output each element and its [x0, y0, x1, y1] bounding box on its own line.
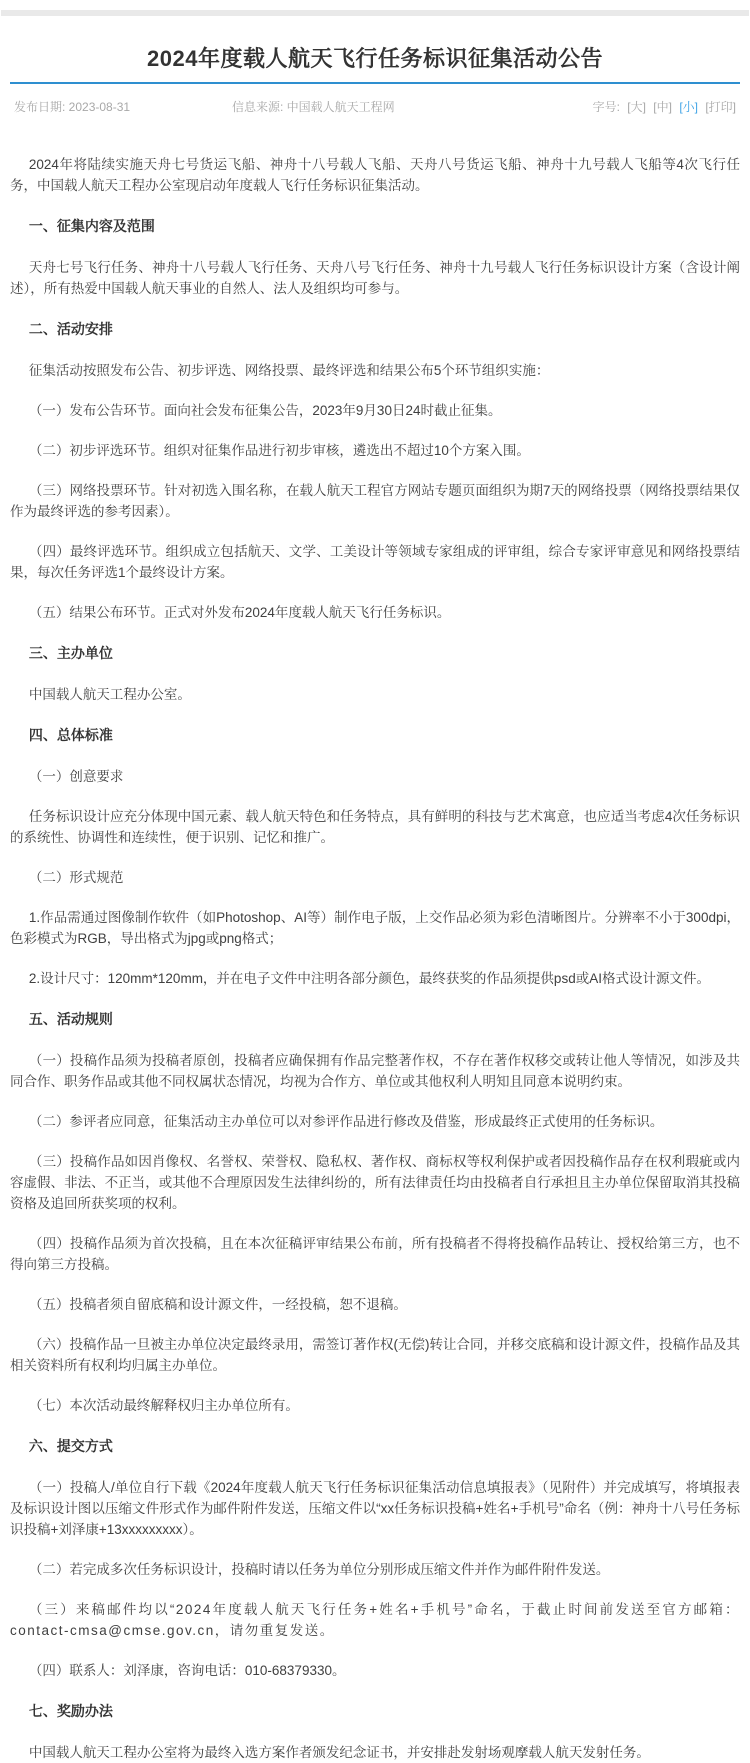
paragraph: （一）投稿人/单位自行下载《2024年度载人航天飞行任务标识征集活动信息填报表》（见附件）并完成填写，将填报表及标识设计图以压缩文件形式作为邮件附件发送，压缩文件以“xx任务标识投稿+姓名+手机号”命名（例：神舟十八号任务标识投稿+刘泽康+13xxxxxxxxx）。 — [10, 1480, 740, 1537]
section-heading: 二、活动安排 — [28, 321, 113, 337]
font-size-label: 字号: — [592, 100, 620, 114]
paragraph: （三）投稿作品如因肖像权、名誉权、荣誉权、隐私权、著作权、商标权等权利保护或者因投稿作品存在权利瑕疵或内容虚假、非法、不正当，或其他不合理原因发生法律纠纷的，所有法律责任均由投稿者自行承担且主办单位保留取消其投稿资格及追回所获奖项的权利。 — [10, 1154, 740, 1211]
paragraph: （七）本次活动最终解释权归主办单位所有。 — [28, 1398, 299, 1413]
paragraph: （一）投稿作品须为投稿者原创，投稿者应确保拥有作品完整著作权，不存在著作权移交或转让他人等情况，如涉及共同合作、职务作品或其他不同权属状态情况，均视为合作方、单位或其他权利人明知且同意本说明约束。 — [10, 1053, 740, 1089]
info-source: 信息来源: 中国载人航天工程网 — [232, 100, 395, 114]
paragraph: （五）结果公布环节。正式对外发布2024年度载人航天飞行任务标识。 — [28, 605, 451, 620]
section-heading: 一、征集内容及范围 — [28, 218, 155, 234]
paragraph: （四）最终评选环节。组织成立包括航天、文学、工美设计等领域专家组成的评审组，综合专家评审意见和网络投票结果，每次任务评选1个最终设计方案。 — [10, 544, 740, 580]
paragraph: （二）形式规范 — [28, 870, 124, 885]
paragraph: （五）投稿者须自留底稿和设计源文件，一经投稿，恕不退稿。 — [28, 1297, 407, 1312]
paragraph: （三）网络投票环节。针对初选入围名称，在载人航天工程官方网站专题页面组织为期7天的网络投票（网络投票结果仅作为最终评选的参考因素）。 — [10, 483, 740, 519]
page — [0, 10, 750, 1760]
font-size-large-button[interactable]: [大] — [627, 100, 646, 114]
article — [0, 115, 750, 1763]
section-heading: 五、活动规则 — [28, 1011, 113, 1027]
font-size-small-button[interactable]: [小] — [679, 100, 698, 114]
paragraph: （三）来稿邮件均以“2024年度载人航天飞行任务+姓名+手机号”命名，于截止时间前发送至官方邮箱：contact-cmsa@cmse.gov.cn，请勿重复发送。 — [10, 1602, 740, 1638]
section-heading: 六、提交方式 — [28, 1438, 113, 1454]
section-heading: 七、奖励办法 — [28, 1703, 113, 1719]
section-heading: 四、总体标准 — [28, 727, 113, 743]
paragraph: 2024年将陆续实施天舟七号货运飞船、神舟十八号载人飞船、天舟八号货运飞船、神舟十九号载人飞船等4次飞行任务，中国载人航天工程办公室现启动年度载人飞行任务标识征集活动。 — [10, 157, 740, 193]
paragraph: （二）初步评选环节。组织对征集作品进行初步审核，遴选出不超过10个方案入围。 — [28, 443, 530, 458]
publish-date: 发布日期: 2023-08-31 — [14, 100, 131, 114]
paragraph: （六）投稿作品一旦被主办单位决定最终录用，需签订著作权(无偿)转让合同，并移交底稿和设计源文件，投稿作品及其相关资料所有权利均归属主办单位。 — [10, 1337, 740, 1373]
paragraph: 天舟七号飞行任务、神舟十八号载人飞行任务、天舟八号飞行任务、神舟十九号载人飞行任务标识设计方案（含设计阐述），所有热爱中国载人航天事业的自然人、法人及组织均可参与。 — [10, 260, 740, 296]
paragraph: 1.作品需通过图像制作软件（如Photoshop、AI等）制作电子版，上交作品必须为彩色清晰图片。分辨率不小于300dpi，色彩模式为RGB，导出格式为jpg或png格式； — [10, 910, 740, 946]
section-heading: 三、主办单位 — [28, 645, 113, 661]
font-size-controls — [593, 98, 736, 115]
paragraph: 中国载人航天工程办公室。 — [28, 687, 191, 702]
paragraph: 2.设计尺寸：120mm*120mm，并在电子文件中注明各部分颜色，最终获奖的作品须提供psd或AI格式设计源文件。 — [28, 971, 710, 986]
paragraph: （一）发布公告环节。面向社会发布征集公告，2023年9月30日24时截止征集。 — [28, 403, 502, 418]
paragraph: （四）联系人：刘泽康，咨询电话：010-68379330。 — [28, 1663, 346, 1678]
paragraph: （一）创意要求 — [28, 769, 124, 784]
page-title: 2024年度载人航天飞行任务标识征集活动公告 — [147, 46, 603, 71]
paragraph: （四）投稿作品须为首次投稿，且在本次征稿评审结果公布前，所有投稿者不得将投稿作品转让、授权给第三方，也不得向第三方投稿。 — [10, 1236, 740, 1272]
paragraph: 征集活动按照发布公告、初步评选、网络投票、最终评选和结果公布5个环节组织实施： — [28, 363, 550, 378]
paragraph: （二）若完成多次任务标识设计，投稿时请以任务为单位分别形成压缩文件并作为邮件附件发送。 — [28, 1562, 610, 1577]
paragraph: 中国载人航天工程办公室将为最终入选方案作者颁发纪念证书，并安排赴发射场观摩载人航天发射任务。 — [28, 1745, 650, 1760]
print-button[interactable]: [打印] — [705, 100, 736, 114]
paragraph: （二）参评者应同意，征集活动主办单位可以对参评作品进行修改及借鉴，形成最终正式使用的任务标识。 — [28, 1114, 664, 1129]
meta-bar — [10, 84, 740, 115]
article-header — [0, 16, 750, 115]
paragraph: 任务标识设计应充分体现中国元素、载人航天特色和任务特点，具有鲜明的科技与艺术寓意，也应适当考虑4次任务标识的系统性、协调性和连续性，便于识别、记忆和推广。 — [10, 809, 740, 845]
font-size-medium-button[interactable]: [中] — [653, 100, 672, 114]
